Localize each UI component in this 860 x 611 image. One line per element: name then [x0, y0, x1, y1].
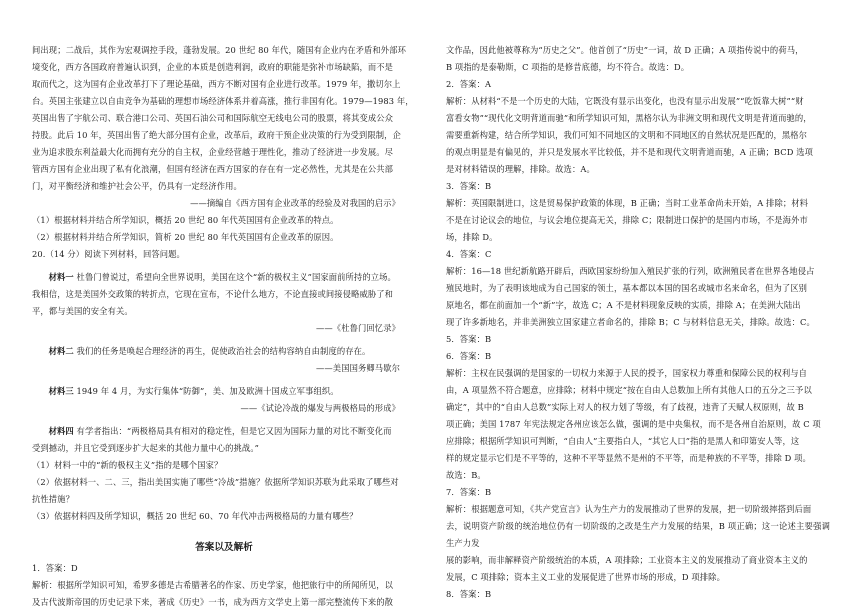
- answer-line: 4．答案：C: [446, 249, 492, 259]
- answer-line: 8．答案：B: [446, 589, 492, 599]
- question-20-header: 20.（14 分）阅读下列材料，回答问题。: [32, 249, 185, 259]
- material-1-line: 杜鲁门曾说过，希望向全世界说明，美国在这个“新的极权主义”国家面前所持的立场。: [76, 272, 396, 282]
- answer-line: 3．答案：B: [446, 181, 492, 191]
- explanation-line: 解析：英国限制进口，这是贸易保护政策的体现，B 正确；当时工业革命尚未开始，A 排除；材料: [446, 198, 809, 208]
- explanation-line: 文作品，因此他被尊称为“历史之父”。他首创了“历史”一词，故 D 正确；A 项指传说中的荷马，: [446, 45, 804, 55]
- answer-1: 1．答案：D: [32, 563, 78, 573]
- source-citation: ——摘编自《西方国有企业改革的经验及对我国的启示》: [190, 198, 400, 208]
- explanation-line: 不是在讨论议会的地位，与议会地位提高无关，排除 C；限制进口保护的是国内市场，不是海外市: [446, 215, 808, 225]
- material-4-label: 材料四: [48, 426, 74, 436]
- explanation-line: 需要重新构建，结合所学知识，我们可知不同地区的文明和不同地区的自然状况是匹配的，黑格尔: [446, 130, 808, 140]
- material-1-line: 我相信，这是美国外交政策的转折点，它现在宣布，不论什么地方，不论直接或间接侵略威胁了和: [32, 289, 394, 299]
- explanation-line: 确定”，其中的“自由人总数”实际上对人的权力划了等级，有了歧视，违背了天赋人权原则，故 B: [446, 402, 804, 412]
- material-intro-line: 境变化，西方各国政府普遍认识到，企业的本质是创造利润，政府的职能是弥补市场缺陷，而不是: [32, 62, 394, 72]
- explanation-line: 解析：16—18 世纪新航路开辟后，西欧国家纷纷加入殖民扩张的行列，欧洲殖民者在世界各地侵占: [446, 266, 815, 276]
- explanation-line: 的观点明显是有偏见的，并只是发展水平比较低，并不是和现代文明背道而驰，A 正确；BCD 选项: [446, 147, 813, 157]
- material-1-source: ——《杜鲁门回忆录》: [316, 323, 400, 333]
- material-1-line: 平，都与美国的安全有关。: [32, 306, 133, 316]
- material-1: [32, 269, 416, 337]
- material-intro-line: 间出现；二战后，其作为宏观调控手段，蓬勃发展。20 世纪 80 年代，随国有企业内在矛盾和外部环: [32, 45, 407, 55]
- explanation-line: 项正确；美国 1787 年宪法规定各州应该怎么做，强调的是中央集权，而不是各州自治原则，故 C 项: [446, 419, 821, 429]
- explanation-line: 由，A 项显然不符合题意，应排除；材料中规定“按在自由人总数加上所有其他人口的五分之三予以: [446, 385, 812, 395]
- explanation-line: 富看女物”“现代化文明背道而驰”和所学知识可知，黑格尔认为非洲文明和现代文明是背道而驰的，: [446, 113, 812, 123]
- material-intro: [32, 42, 416, 195]
- answer-line: 2．答案：A: [446, 79, 492, 89]
- material-intro-line: 业为追求股东利益最大化而拥有充分的自主权，企业经营越于理性化，推动了经济进一步发展。尽: [32, 147, 394, 157]
- material-3-text: 1949 年 4 月，为实行集体“防御”，美、加及欧洲十国成立军事组织。: [76, 386, 339, 396]
- explanation-line: 是对材料错误的理解，排除。故选：A。: [446, 164, 595, 174]
- answer-line: 6．答案：B: [446, 351, 492, 361]
- explanation-line: 场，排除 D。: [446, 232, 498, 242]
- answers-title: 答案以及解析: [195, 542, 253, 553]
- material-3-source: ——《试论冷战的爆发与两极格局的形成》: [240, 403, 400, 413]
- material-intro-line: 管西方国有企业出现了私有化浪潮，但国有经济在西方国家的存在有一定必然性，尤其是在公共部: [32, 164, 394, 174]
- answer-line: 7．答案：B: [446, 487, 492, 497]
- material-3: [32, 383, 416, 417]
- explanation-line: 解析：根据题意可知，《共产党宣言》认为生产力的发展推动了世界的发展，把一切阶级摔搭到后面: [446, 504, 812, 514]
- material-4-line: 受到撼动，并且它受到逐步扩大起来的其他力量中心的挑战。”: [32, 443, 259, 453]
- explanation-line: B 项指的是泰勒斯，C 项指的是修昔底德，均不符合。故选：D。: [446, 62, 690, 72]
- right-column: [446, 42, 830, 603]
- material-2-label: 材料二: [48, 346, 74, 356]
- question-19-1: （1）根据材料并结合所学知识，概括 20 世纪 80 年代英国国有企业改革的特点。: [32, 215, 339, 225]
- explanation-line: 应排除；根据所学知识可判断，“自由人”主要指白人，“其它人口”指的是黑人和印第安人等，这: [446, 436, 800, 446]
- explanation-line: 展的影响，而非解释资产阶级统治的本质，A 项排除；工业资本主义的发展推动了商业资本主义的: [446, 555, 808, 565]
- material-intro-line: 门，对平衡经济和维护社会公平，仍具有一定经济作用。: [32, 181, 242, 191]
- material-intro-line: 英国出售了宇航公司、联合港口公司、英国石油公司和国际航空无线电公司的股票，将其变成公众: [32, 113, 394, 123]
- question-20-2: （2）依据材料一、二、三，指出美国实施了哪些“冷战”措施？依据所学知识苏联为此采取了哪些对: [32, 477, 399, 487]
- answer-line: 5．答案：B: [446, 334, 492, 344]
- material-intro-line: 持股。此后 10 年，英国出售了绝大部分国有企业，改革后，政府干预企业决策的行为受到限制，企: [32, 130, 401, 140]
- answer-1-explanation: 解析：根据所学知识可知，希罗多德是古希腊著名的作家、历史学家，他把旅行中的所闻所见，以: [32, 580, 394, 590]
- explanation-line: 原地名，都在前面加一个“新”字，故选 C；A 不是材料现象反映的实质，排除 A；在美洲大陆出: [446, 300, 801, 310]
- left-column: [32, 42, 416, 611]
- question-19-2: （2）根据材料并结合所学知识，简析 20 世纪 80 年代英国国有企业改革的原因。: [32, 232, 339, 242]
- material-2-source: ——美国国务卿马歇尔: [316, 363, 400, 373]
- question-20-1: （1）材料一中的“新的极权主义”指的是哪个国家？: [32, 460, 223, 470]
- explanation-line: 解析：主权在民强调的是国家的一切权力来源于人民的授予，国家权力尊重和保障公民的权利与自: [446, 368, 808, 378]
- material-4-line: 有学者指出：“两极格局具有相对的稳定性，但是它又因为国际力量的对比不断变化而: [76, 426, 392, 436]
- material-4: [32, 423, 416, 457]
- material-3-label: 材料三: [48, 386, 74, 396]
- material-intro-line: 取而代之，这为国有企业改革打下了理论基础，西方不断对国有企业进行改革。1979 年，撒切尔上: [32, 79, 401, 89]
- explanation-line: 现了许多新地名，并非美洲独立国家建立者命名的，排除 B；C 与材料信息无关，排除。故选：C。: [446, 317, 815, 327]
- answer-1-explanation: 及古代波斯帝国的历史记录下来，著成《历史》一书，成为西方文学史上第一部完整流传下来的散: [32, 597, 394, 607]
- material-1-label: 材料一: [48, 272, 74, 282]
- question-20-3: （3）依据材料四及所学知识，概括 20 世纪 60、70 年代冲击两极格局的力量有哪些？: [32, 511, 358, 521]
- material-intro-line: 台。英国主张建立以自由竞争为基础的理想市场经济体系并着高涨，推行非国有化。1979—1983 年，: [32, 96, 414, 106]
- explanation-line: 故选：B。: [446, 470, 486, 480]
- question-20-2-cont: 抗性措施？: [32, 494, 74, 504]
- material-2: [32, 343, 416, 377]
- explanation-line: 样的规定显示它们是不平等的，这种不平等显然不是州的不平等，而是种族的不平等，排除 D 项。: [446, 453, 811, 463]
- explanation-line: 解析：从材料“不是一个历史的大陆，它既没有显示出变化，也没有显示出发展”“吃饭靠大树”“财: [446, 96, 804, 106]
- material-2-text: 我们的任务是唤起合理经济的再生，促使政治社会的结构容纳自由制度的存在。: [76, 346, 371, 356]
- explanation-line: 发展，C 项排除；资本主义工业的发展促进了世界市场的形成，D 项排除。: [446, 572, 725, 582]
- explanation-line: 去，说明资产阶级的统治地位仍有一切阶级的之改是生产力发展的结果，B 项正确；这一论述主要强调生产力发: [446, 521, 830, 548]
- explanation-line: 殖民地时，为了表明该地成为自己国家的领土，基本都以本国的国名或城市名来命名，但为了区别: [446, 283, 808, 293]
